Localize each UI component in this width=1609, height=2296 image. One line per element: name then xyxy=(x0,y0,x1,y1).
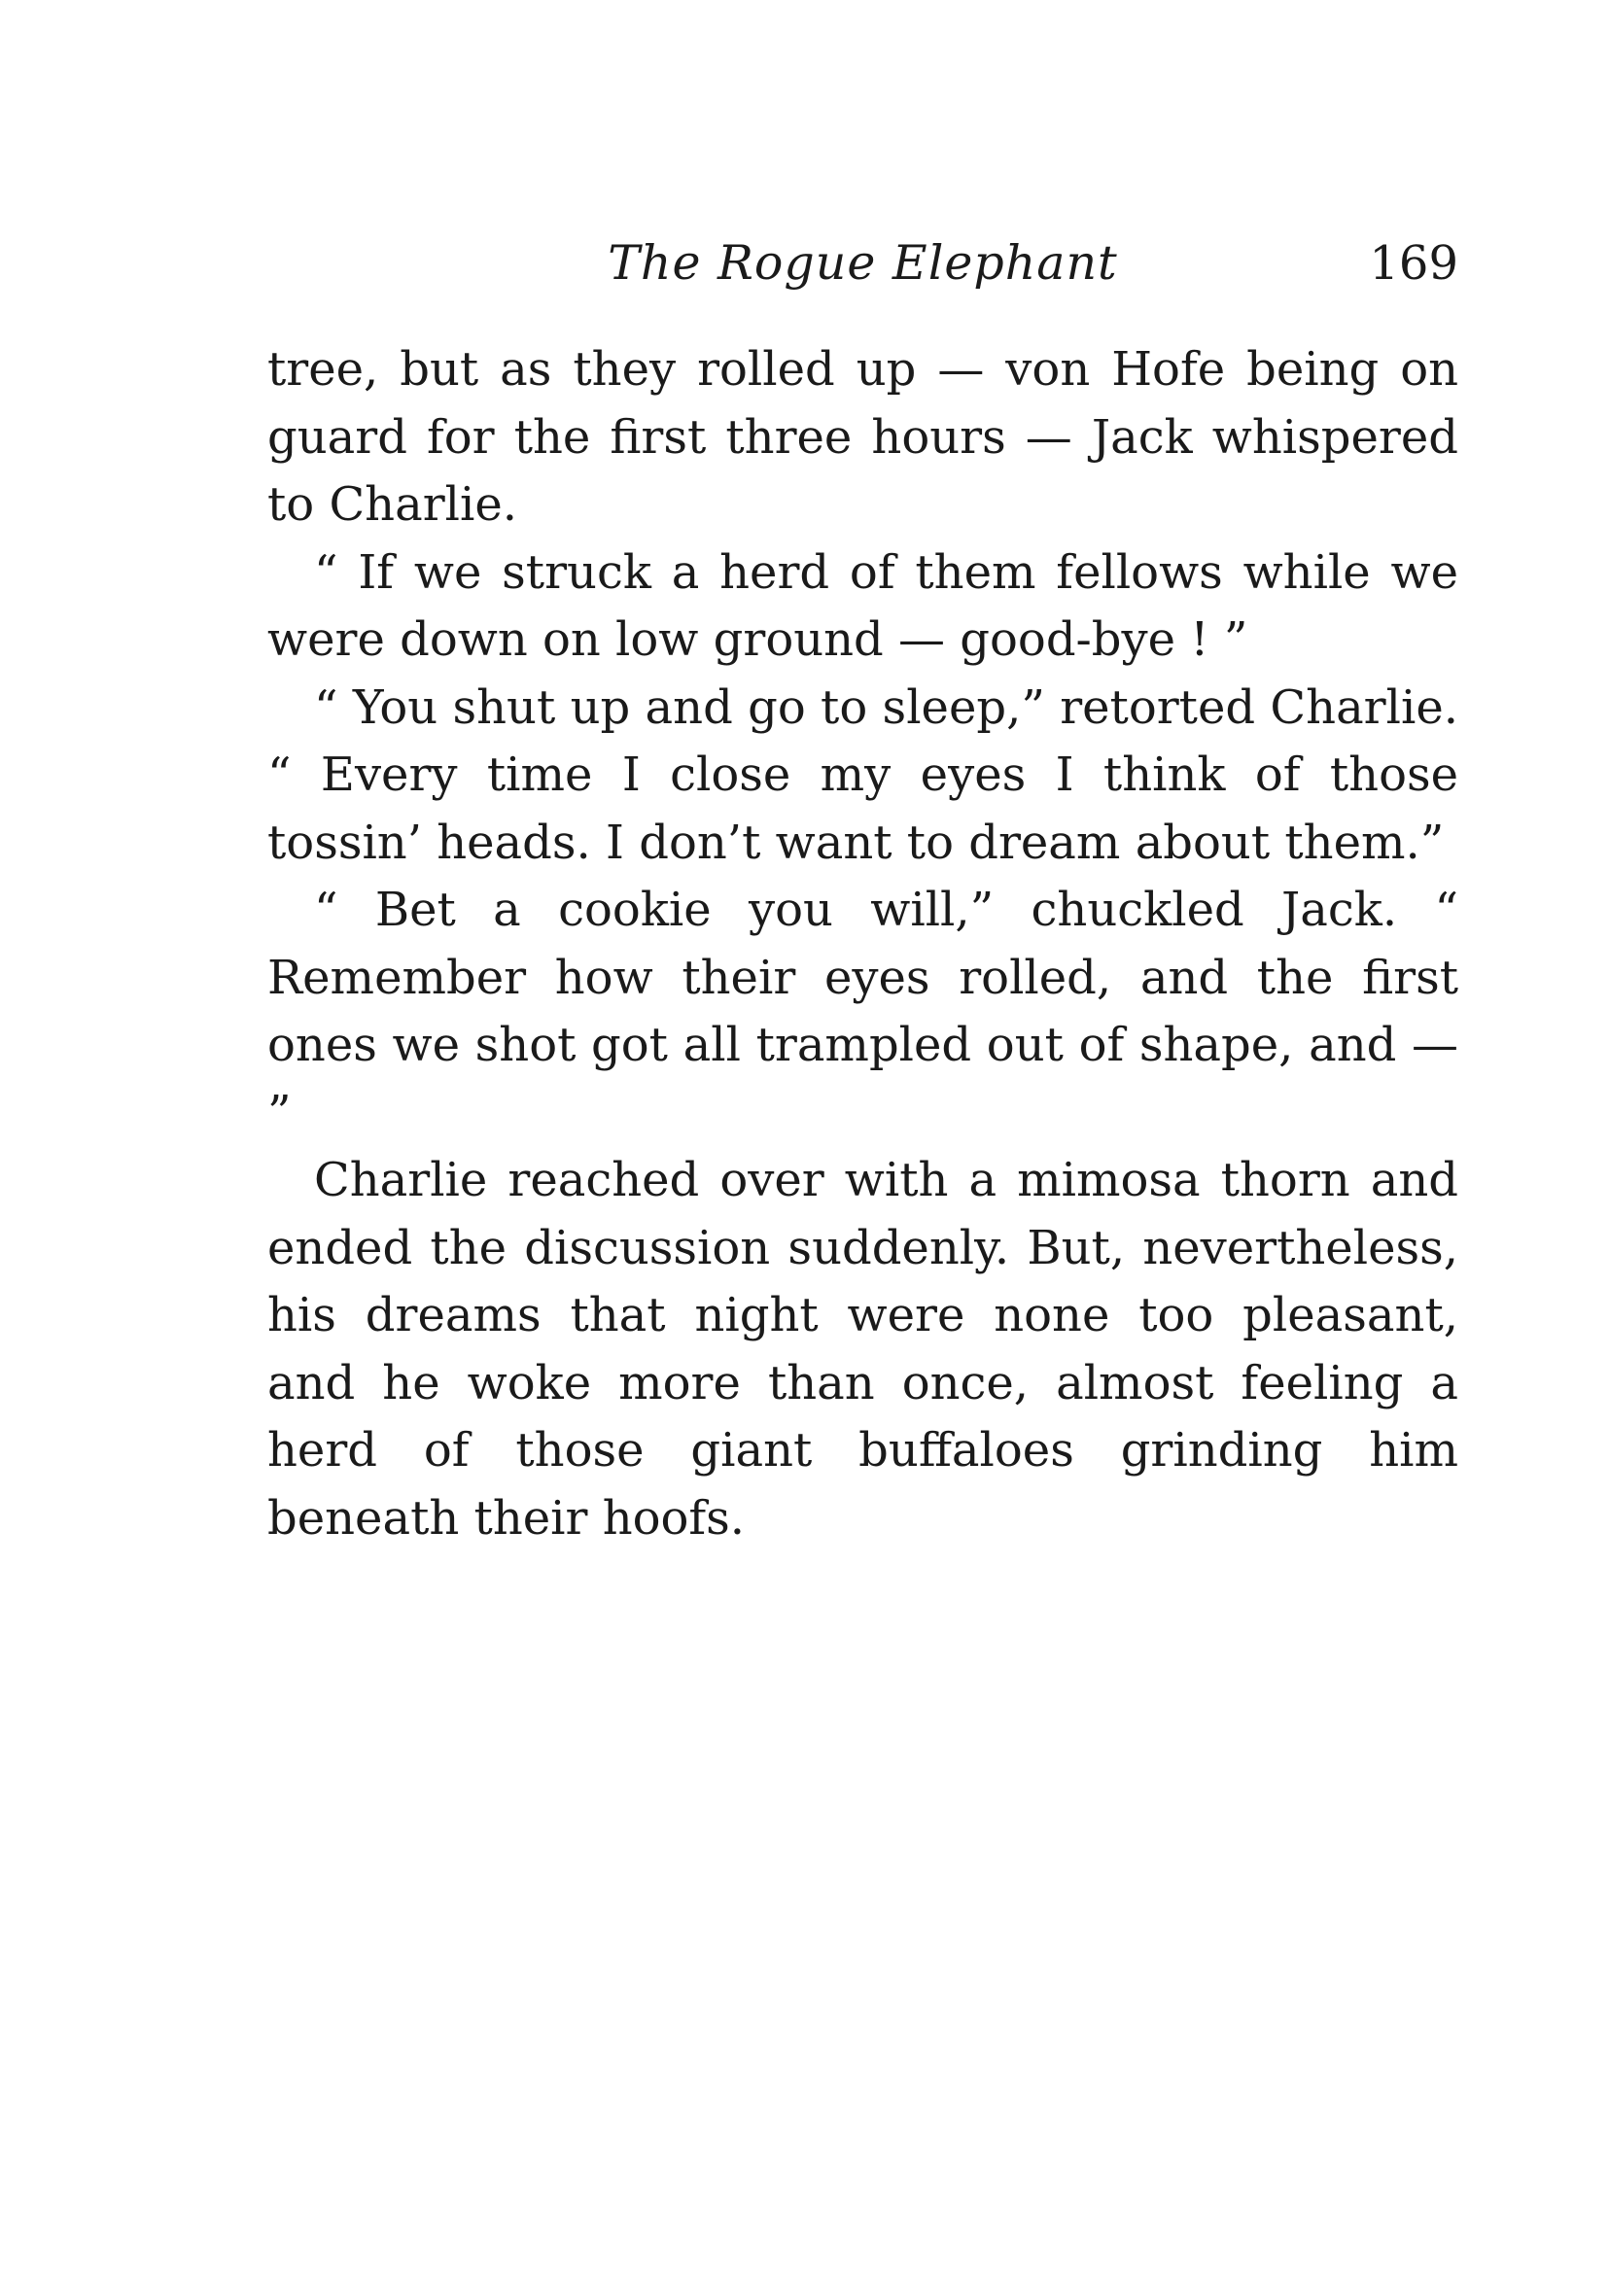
paragraph-3: “ You shut up and go to sleep,” retorted Charlie. “ Every time I close my eyes I think of those tossin’ heads. I don’t want to dream about them.” xyxy=(267,679,1458,870)
paragraph-1: tree, but as they rolled up — von Hofe being on guard for the first three hours — Jack whispered to Charlie. xyxy=(267,342,1458,532)
running-head xyxy=(267,229,1458,297)
body-text xyxy=(267,336,1458,1552)
paragraph-2: “ If we struck a herd of them fellows while we were down on low ground — good-bye ! ” xyxy=(267,544,1458,667)
paragraph-5: Charlie reached over with a mimosa thorn and ended the discussion suddenly. But, nevertheless, his dreams that night were none too pleasant, and he woke more than once, almost feeling a herd of those giant buffaloes grinding him beneath their hoofs. xyxy=(267,1153,1458,1546)
paragraph-4: “ Bet a cookie you will,” chuckled Jack. “ Remember how their eyes rolled, and the first ones we shot got all trampled out of shape, and — ” xyxy=(267,883,1458,1140)
running-title: The Rogue Elephant xyxy=(608,235,1118,291)
page-number: 169 xyxy=(1369,236,1458,291)
